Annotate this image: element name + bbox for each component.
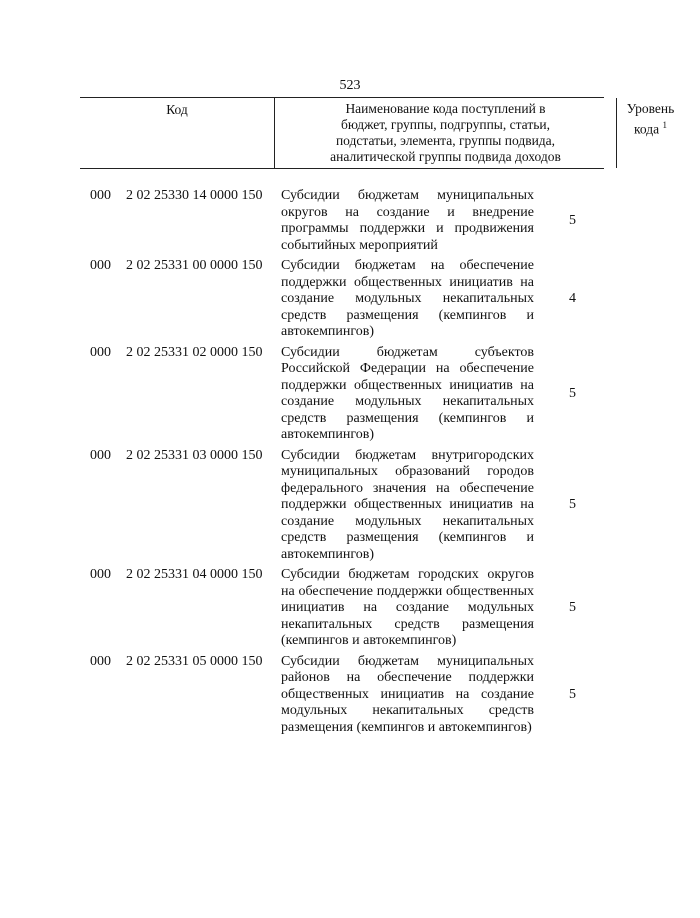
admin-code: 000 — [90, 258, 111, 273]
revenue-name: Субсидии бюджетам на обеспечение поддержки общественных инициатив на создание модульных некапитальных средств размещения (кемпингов и автокемпингов) — [281, 258, 534, 339]
header-name — [274, 98, 617, 168]
revenue-name: Субсидии бюджетам муниципальных округов на создание и внедрение программы поддержки и продвижения событийных мероприятий — [281, 188, 534, 253]
code-level: 5 — [569, 600, 576, 616]
admin-code: 000 — [90, 188, 111, 203]
admin-code: 000 — [90, 653, 111, 669]
revenue-name: Субсидии бюджетам городских округов на обеспечение поддержки общественных инициатив на создание модульных некапитальных средств размещения (кемпингов и автокемпингов) — [281, 567, 534, 648]
table-row — [80, 654, 604, 737]
revenue-code: 2 02 25331 03 0000 150 — [126, 447, 263, 463]
code-level: 5 — [569, 497, 576, 513]
header-name-line: бюджет, группы, подгруппы, статьи, — [341, 117, 550, 132]
code-level: 5 — [569, 213, 576, 228]
page-number: 523 — [339, 78, 361, 93]
revenue-name: Субсидии бюджетам субъектов Российской Федерации на обеспечение поддержки общественных инициатив на создание модульных некапитальных средств размещения (кемпингов и автокемпингов) — [281, 344, 534, 442]
table-body — [80, 188, 604, 740]
table-row — [80, 258, 604, 341]
revenue-name: Субсидии бюджетам внутригородских муниципальных образований городов федерального значения на обеспечение поддержки общественных инициатив на создание модульных некапитальных средств размещения (кемпингов и автокемпингов) — [281, 447, 534, 562]
table-row — [80, 448, 604, 564]
revenue-code: 2 02 25331 00 0000 150 — [126, 258, 263, 273]
header-level — [617, 98, 684, 168]
table-row — [80, 345, 604, 444]
table-row — [80, 567, 604, 650]
admin-code: 000 — [90, 344, 111, 360]
code-level: 4 — [569, 291, 576, 307]
revenue-code: 2 02 25330 14 0000 150 — [126, 188, 263, 203]
admin-code: 000 — [90, 447, 111, 463]
revenue-name: Субсидии бюджетам муниципальных районов на обеспечение поддержки общественных инициатив на создание модульных некапитальных средств размещения (кемпингов и автокемпингов) — [281, 653, 534, 735]
header-name-line: аналитической группы подвида доходов — [330, 149, 561, 164]
code-level: 5 — [569, 686, 576, 702]
table-row — [80, 188, 604, 254]
revenue-code: 2 02 25331 04 0000 150 — [126, 567, 263, 582]
code-level: 5 — [569, 386, 576, 401]
revenue-code: 2 02 25331 02 0000 150 — [126, 344, 263, 360]
header-level-line1: Уровень — [626, 101, 675, 116]
header-level-text: кода — [634, 121, 660, 137]
revenue-code: 2 02 25331 05 0000 150 — [126, 653, 263, 669]
footnote-marker: 1 — [662, 120, 667, 130]
table-header — [80, 97, 675, 169]
header-code: Код — [166, 102, 188, 117]
admin-code: 000 — [90, 567, 111, 582]
header-level-line2 — [617, 117, 684, 138]
header-name-line: подстатьи, элемента, группы подвида, — [335, 133, 556, 148]
header-name-line: Наименование кода поступлений в — [345, 101, 546, 116]
